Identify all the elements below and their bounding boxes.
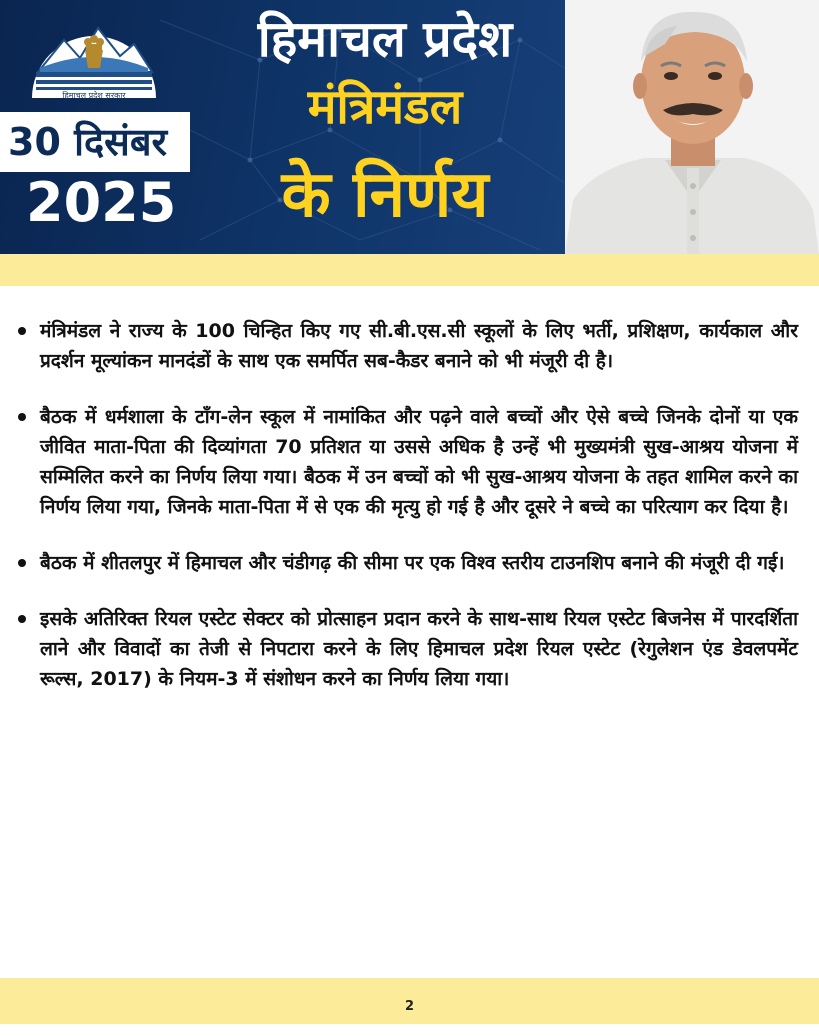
header-banner [0, 0, 819, 254]
emblem-caption: हिमाचल प्रदेश सरकार [62, 91, 126, 100]
bullet-icon [18, 413, 26, 421]
decision-item [14, 402, 798, 522]
footer-bar [0, 978, 819, 1024]
title-decisions: के निर्णय [281, 158, 489, 232]
date-year: 2025 [26, 171, 177, 234]
decision-item [14, 604, 798, 694]
decision-text: बैठक में शीतलपुर में हिमाचल और चंडीगढ़ की सीमा पर एक विश्व स्तरीय टाउनशिप बनाने की मंजूरी दी गई। [40, 552, 785, 574]
title-cabinet: मंत्रिमंडल [307, 79, 463, 135]
page-number: 2 [404, 999, 415, 1014]
title-state-name: हिमाचल प्रदेश [257, 10, 513, 68]
bullet-icon [18, 327, 26, 335]
decisions-content [14, 316, 798, 720]
bullet-icon [18, 559, 26, 567]
decision-text: बैठक में धर्मशाला के टॉंग-लेन स्कूल में नामांकित और पढ़ने वाले बच्चों और ऐसे बच्चे जिनके दोनों या एक जीवित माता-पिता की दिव्यांगता 70 प्रतिशत या उससे अधिक है उन्हें भी मुख्यमंत्री सुख-आश्रय योजना में सम्मिलित करने का निर्णय लिया गया। बैठक में उन बच्चों को भी सुख-आश्रय योजना के तहत शामिल करने का निर्णय लिया गया, जिनके माता-पिता में से एक की मृत्यु हो गई है और दूसरे ने बच्चे का परित्याग कर दिया है। [40, 406, 798, 518]
decision-item [14, 548, 798, 578]
chief-minister-portrait [565, 0, 819, 254]
decision-list [14, 316, 798, 694]
decision-text: इसके अतिरिक्त रियल एस्टेट सेक्टर को प्रोत्साहन प्रदान करने के साथ-साथ रियल एस्टेट बिजनेस में पारदर्शिता लाने और विवादों का तेजी से निपटारा करने के लिए हिमाचल प्रदेश रियल एस्टेट (रेगुलेशन एंड डेवलपमेंट रूल्स, 2017) के नियम-3 में संशोधन करने का निर्णय लिया गया। [40, 608, 798, 690]
yellow-divider-band [0, 254, 819, 286]
decision-item [14, 316, 798, 376]
bullet-icon [18, 615, 26, 623]
decision-text: मंत्रिमंडल ने राज्य के 100 चिन्हित किए गए सी.बी.एस.सी स्कूलों के लिए भर्ती, प्रशिक्षण, कार्यकाल और प्रदर्शन मूल्यांकन मानदंडों के साथ एक समर्पित सब-कैडर बनाने को भी मंजूरी दी है। [40, 320, 798, 372]
date-day-month: 30 दिसंबर [0, 112, 190, 172]
